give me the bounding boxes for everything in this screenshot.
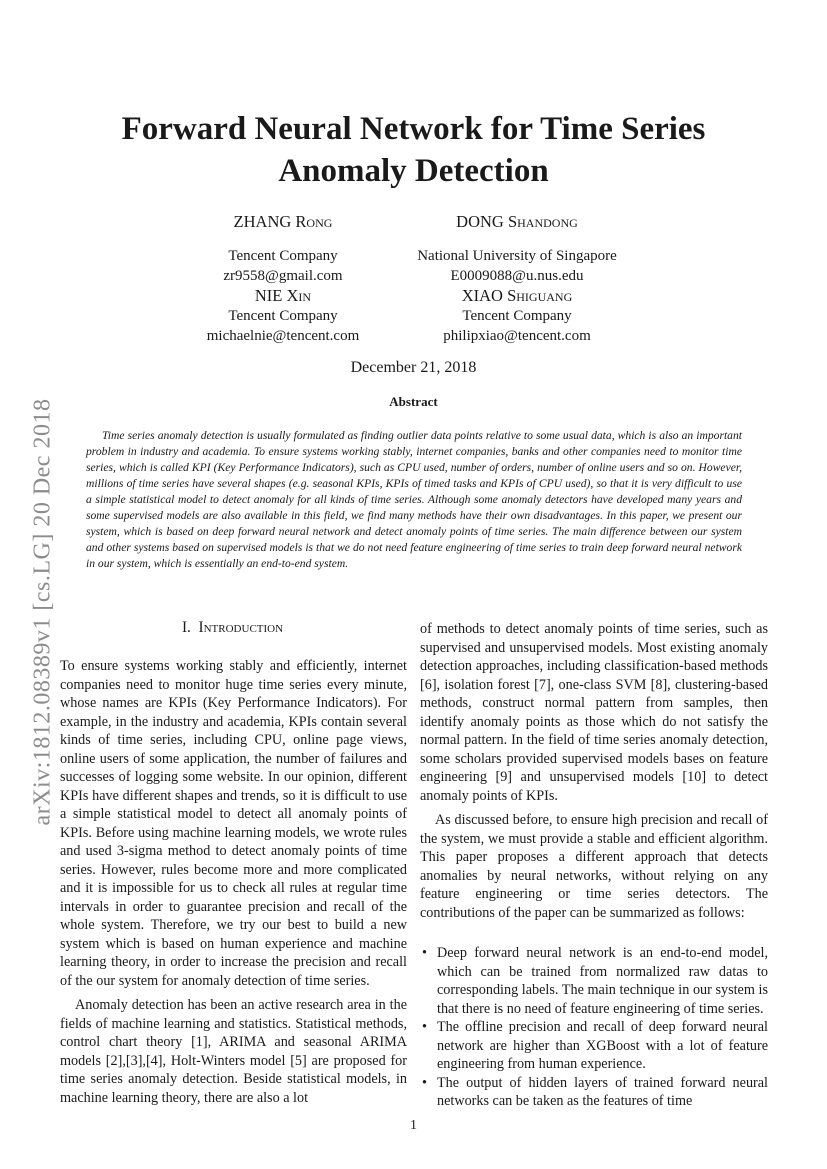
paper-date: December 21, 2018 — [350, 359, 477, 376]
abstract-heading: Abstract — [389, 394, 438, 409]
list-item: • The offline precision and recall of deep forward neural network are higher than XGBoost with a lot of feature engineering from human experience. — [422, 1019, 768, 1072]
bullet-icon: • — [422, 1019, 427, 1035]
author-name: NIE Xin — [254, 286, 312, 305]
author-name: DONG Shandong — [456, 212, 578, 231]
section-number: I. — [181, 619, 191, 636]
author-email: philipxiao@tencent.com — [443, 328, 591, 344]
section-heading — [60, 619, 405, 637]
list-item: • The output of hidden layers of trained forward neural networks can be taken as the features of time — [422, 1074, 768, 1109]
author-affiliation: National University of Singapore — [417, 248, 617, 264]
author-email: E0009088@u.nus.edu — [450, 268, 584, 284]
intro-paragraph-3: of methods to detect anomaly points of time series, such as supervised and unsupervised models. Most existing anomaly detection approaches, including classification-based methods [6], isolation forest [7], one-class SVM [8], clustering-based methods, construct normal pattern from samples, then identify anomaly points as those which do not satisfy the normal pattern. In the field of time series anomaly detection, some scholars provided supervised models bases on feature engineering [9] and unsupervised models [10] to detect anomaly points of KPIs. — [420, 621, 768, 804]
intro-paragraph-2: Anomaly detection has been an active research area in the fields of machine learning and statistics. Statistical methods, control chart theory [1], ARIMA and seasonal ARIMA models [2],[3],[4], Holt-Winters model [5] are proposed for time series anomaly detection. Beside statistical models, in machine learning theory, there are also a lot — [60, 997, 407, 1106]
author-block-4 — [398, 286, 636, 346]
author-affiliation: Tencent Company — [228, 248, 338, 264]
author-block-1 — [183, 212, 383, 286]
section-title: Introduction — [198, 619, 284, 636]
arxiv-stamp — [30, 362, 56, 862]
contributions-list — [420, 944, 768, 1111]
author-name: ZHANG Rong — [233, 212, 333, 231]
author-email: michaelnie@tencent.com — [206, 328, 360, 344]
arxiv-id: arXiv:1812.08389v1 [cs.LG] 20 Dec 2018 — [29, 398, 56, 826]
left-column — [60, 657, 407, 1107]
title-line-2: Anomaly Detection — [278, 153, 549, 189]
abstract-body — [86, 428, 742, 572]
abstract-text: Time series anomaly detection is usually formulated as finding outlier data points relative to some usual data, which is also an important problem in industry and academia. To ensure systems working stably, internet companies, banks and other companies need to monitor time series, which is called KPI (Key Performance Indicators), such as CPU used, number of orders, number of online users and so on. However, millions of time series have several shapes (e.g. seasonal KPIs, KPIs of timed tasks and KPIs of CPU used), so that it is very difficult to use a simple statistical model to detect anomaly for all kinds of time series. Although some anomaly detectors have developed many years and some supervised models are also available in this field, we find many methods have their own disadvantages. In this paper, we present our system, which is based on deep forward neural network and detect anomaly points of time series. The main difference between our system and other systems based on supervised models is that we do not need feature engineering of time series to train deep forward neural network in our system, which is essentially an end-to-end system. — [86, 429, 742, 570]
title-line-1: Forward Neural Network for Time Series — [121, 111, 706, 147]
author-block-2 — [398, 212, 636, 286]
author-name: XIAO Shiguang — [461, 286, 573, 305]
author-block-3 — [183, 286, 383, 346]
right-column — [420, 620, 768, 1111]
paper-title — [60, 108, 767, 192]
bullet-icon: • — [422, 1074, 427, 1091]
intro-paragraph-4: As discussed before, to ensure high precision and recall of the system, we must provide a stable and efficient algorithm. This paper proposes a different approach that detects anomalies by neural networks, without relying on any feature engineering or time series detectors. The contributions of the paper can be summarized as follows: — [420, 812, 768, 921]
intro-paragraph-1: To ensure systems working stably and efficiently, internet companies need to monitor huge time series every minute, whose names are KPIs (Key Performance Indicators). For example, in the industry and academia, KPIs contain several kinds of time series, including CPU, online page views, online users of some application, the number of failures and successes of logging some website. In our opinion, different KPIs have different shapes and trends, so it is difficult to use a simple statistical model to detect all anomaly points of KPIs. Before using machine learning models, we wrote rules and used 3-sigma method to detect anomaly points of time series. However, rules become more and more complicated and it is impossible for us to check all rules at regular time intervals in order to guarantee precision and recall of the whole system. Therefore, we try our best to build a new system which is based on human experience and machine learning theory, in order to increase the precision and recall of the our system for anomaly detection of time series. — [60, 658, 407, 989]
page-number: 1 — [410, 1118, 417, 1133]
author-affiliation: Tencent Company — [228, 308, 338, 324]
author-affiliation: Tencent Company — [462, 308, 572, 324]
list-item: • Deep forward neural network is an end-to-end model, which can be trained from normalized raw datas to corresponding labels. The main technique in our system is that there is no need of feature engineering of time series. — [422, 945, 768, 1017]
author-email: zr9558@gmail.com — [223, 268, 343, 284]
bullet-icon: • — [422, 945, 427, 961]
